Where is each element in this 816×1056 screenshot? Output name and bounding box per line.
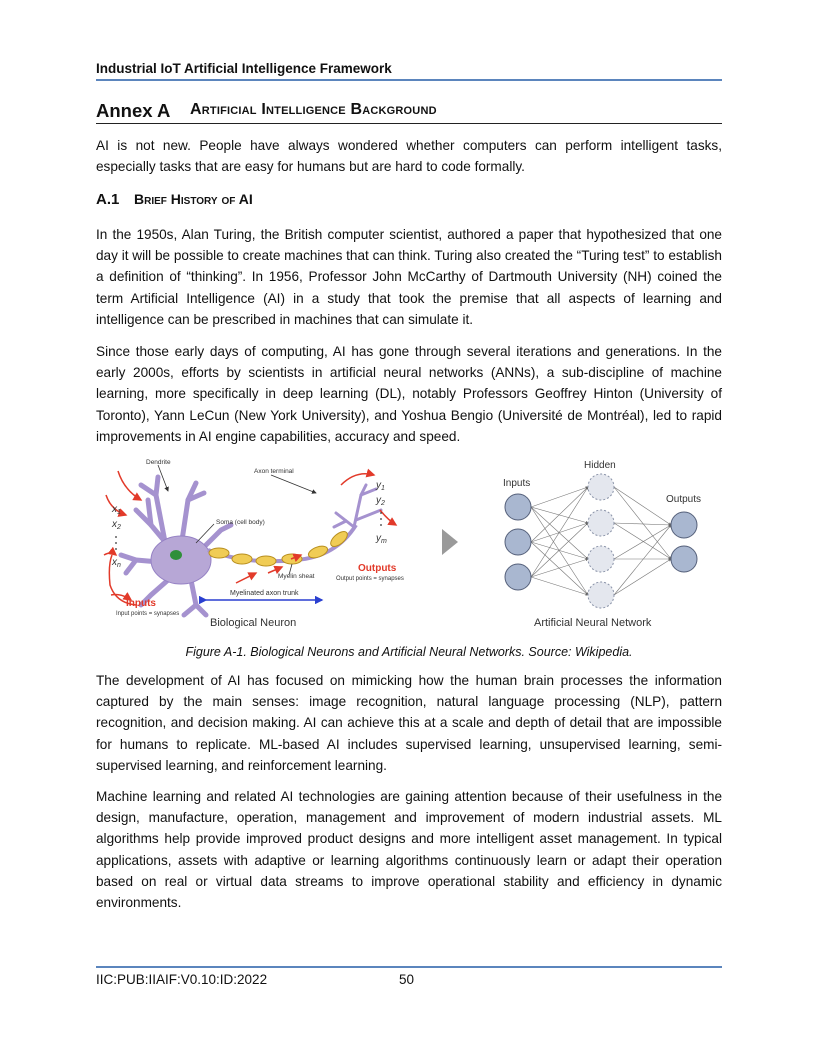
footer-rule [96, 966, 722, 968]
ann-connection [614, 559, 671, 595]
intro-paragraph: AI is not new. People have always wondered whether computers can perform intelligent tasks, especially tasks that are easy for humans but are hard to code formally. [96, 138, 722, 175]
ann-connection [531, 487, 588, 577]
svg-text:xn: $x_n$ [112, 557, 121, 569]
ann-connection [614, 525, 671, 595]
ann-caption: Artificial Neural Network [534, 617, 652, 629]
soma [151, 536, 211, 584]
page-number: 50 [399, 972, 415, 987]
annex-label: Annex A [96, 100, 171, 121]
svg-text:x1: $x_1$ [112, 504, 121, 516]
myelin-label: Myelin sheat [278, 573, 315, 580]
svg-text:y1: $y_1$ [376, 480, 385, 492]
input-layer [505, 494, 531, 590]
section-number: A.1 [96, 191, 120, 208]
paragraph-history: In the 1950s, Alan Turing, the British computer scientist, authored a paper that hypothesized that one day it will be possible to create machines that can think. Turing also created the “Turing test” to establish a definition of “thinking”. In 1956, Professor John McCarthy of Dartmouth University (NH) coined the term Artificial Intelligence (AI) in a study that took the premise that all aspects of learning and intelligence can be prescribed in machines that can simulate it. [96, 227, 722, 327]
dendrite-label: Dendrite [146, 459, 171, 466]
figure-a1 [96, 455, 722, 645]
paragraph-development: The development of AI has focused on mimicking how the human brain processes the information captured by the main senses: image recognition, natural language processing (NLP), pattern recognition, and decision making. AI can achieve this at a scale and depth of detail that are impossible for humans to replicate. ML-based AI includes supervised learning, unsupervised learning, semi-supervised learning, and reinforcement learning. [96, 673, 722, 773]
footer-document-id: IIC:PUB:IIAIF:V0.10:ID:2022 [96, 972, 268, 987]
title-rule [96, 123, 722, 124]
paragraph-machine-learning: Machine learning and related AI technologies are gaining attention because of their usefulness in the design, manufacture, operation, management and improvement of modern industrial assets. ML algorithms help provide improved product designs and more intelligent asset management. In typical applications, assets with adaptive or learning algorithms continuously learn or adapt their operation based on real or virtual data streams to improve operational stability and efficiency in dynamic environments. [96, 789, 722, 911]
annex-heading: Artificial Intelligence Background [190, 101, 437, 118]
outputs-label: Outputs [358, 563, 397, 574]
ann-inputs-label: Inputs [503, 478, 531, 489]
axon-terminal-label: Axon terminal [254, 468, 294, 475]
svg-text:y2: $y_2$ [376, 495, 385, 507]
paragraph-generations: Since those early days of computing, AI has gone through several iterations and generations. In the early 2000s, efforts by scientists in artificial neural networks (ANNs), a sub-discipline of machine learning, more specifically in deep learning (DL), notably Professors Geoffrey Hinton (University of Toronto), Yann LeCun (New York University), and Yoshua Bengio (Université de Montréal), led to rapid improvements in AI engine capabilities, accuracy and speed. [96, 344, 722, 444]
annex-title [96, 100, 722, 124]
svg-text:ym: $y_m$ [376, 533, 387, 545]
soma-label: Soma (cell body) [216, 519, 265, 526]
trunk-label: Myelinated axon trunk [230, 590, 299, 597]
ann-connection [531, 559, 588, 577]
nucleus [170, 550, 182, 560]
section-heading: Brief History of AI [134, 191, 253, 207]
transform-arrow-icon [442, 529, 458, 555]
output-points-label: Output points = synapses [336, 576, 404, 582]
ann-hidden-label: Hidden [584, 460, 616, 471]
ann-connection [531, 487, 588, 507]
input-points-label: Input points = synapses [116, 611, 180, 617]
ann-outputs-label: Outputs [666, 494, 702, 505]
hidden-layer [588, 474, 614, 608]
running-header: Industrial IoT Artificial Intelligence Framework [96, 61, 392, 76]
ann-connection [531, 577, 588, 595]
biological-neuron-caption: Biological Neuron [210, 617, 297, 629]
figure-caption: Figure A-1. Biological Neurons and Artificial Neural Networks. Source: Wikipedia. [185, 645, 633, 659]
figure-illustration [96, 455, 722, 645]
ann-connection [531, 542, 588, 559]
axon-terminal-pointer [271, 475, 316, 493]
ann-connection [614, 487, 671, 525]
header-rule [96, 79, 722, 81]
output-layer [671, 512, 697, 572]
svg-text:x2: $x_2$ [112, 519, 121, 531]
biological-neuron [104, 459, 404, 629]
axon-terminals [334, 485, 381, 527]
artificial-neural-network [503, 460, 701, 629]
ann-connections [531, 487, 671, 595]
inputs-label: Inputs [126, 598, 156, 609]
